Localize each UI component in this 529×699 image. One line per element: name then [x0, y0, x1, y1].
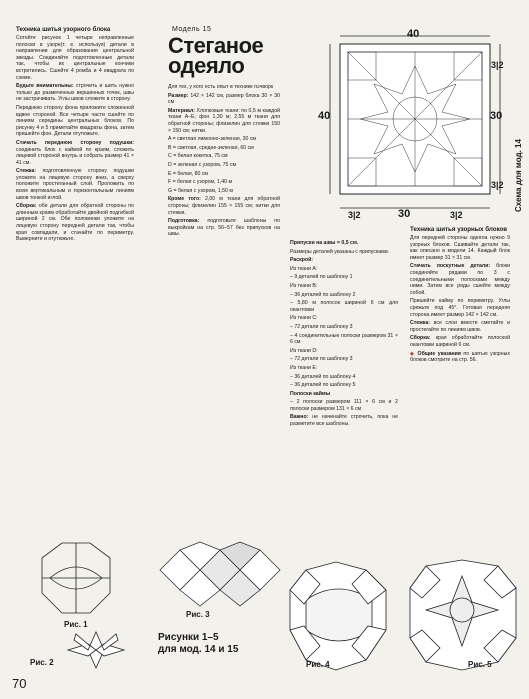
- text: строчить и шить нужно только до размеченных вершинных точек, швы не застрачивать. Углы швов сложите в сторону.: [16, 83, 134, 103]
- paragraph: [410, 320, 510, 333]
- allowance-note: Размеры деталей указаны с припусками.: [290, 248, 390, 255]
- label: Кроме того:: [168, 196, 201, 203]
- text: Хлопковые ткани: по 0,5 м каждой ткани А–Е; фон 1,30 м; 2,55 м ткани для обратной стороны; флизелин для стежки 150 × 150 см; нитки.: [168, 107, 280, 134]
- border-text: – 2 полоски размером 111 × 6 см и 2 полоски размером 131 × 6 см: [290, 399, 398, 412]
- paragraph: [410, 335, 510, 348]
- text: подготовьте шаблоны по выкройкам на стр. 56–57 без припусков на швы.: [168, 218, 280, 238]
- label: Стежка:: [16, 168, 36, 175]
- label: Размер:: [168, 92, 189, 99]
- paragraph: [16, 83, 134, 103]
- figure-2-caption: Рис. 2: [30, 658, 54, 667]
- cut-item: – 36 деталей по шаблону 5: [290, 382, 356, 389]
- fabric-item: E = белая, 80 см: [168, 170, 208, 177]
- label: Материал:: [168, 107, 195, 114]
- fabric-item: A = светлая лимонно-зеленая, 30 см: [168, 136, 256, 143]
- figure-1-diagram: [32, 538, 120, 618]
- fabric-item: B = светлая, средне-зеленая, 60 см: [168, 144, 254, 151]
- cut-item: – 36 деталей по шаблону 4: [290, 373, 356, 380]
- figure-3-caption: Рис. 3: [186, 610, 210, 619]
- cut-item: Из ткани Е:: [290, 364, 318, 371]
- note-marker: ◆: [410, 350, 416, 357]
- fabric-item: C = белая кокетка, 75 см: [168, 153, 228, 160]
- paragraph: Для передней стороны одеяла нужно 9 узорных блоков. Сшивайте детали так, как описано в модели 14. Каждый блок имеет размер 31 × 31 см.: [410, 235, 510, 261]
- label: Сборка:: [410, 335, 431, 342]
- important: [290, 414, 398, 427]
- text: 2,00 м ткани для обратной стороны; флизелин 155 × 155 см; нитки для стежки.: [168, 196, 280, 216]
- label: Общие указания: [417, 350, 461, 357]
- label: Стачать лоскутные детали:: [410, 263, 491, 270]
- cut-item: – 4 соединительные полоски размером 31 × 6 см: [290, 332, 398, 346]
- label: Стежка:: [410, 320, 430, 327]
- dim-bottom-mid: 30: [398, 208, 411, 220]
- text: блоки соединяйте рядами по 3 с соединительными полосками между ними. Затем все ряды сшейте между собой.: [410, 263, 510, 296]
- note: [410, 351, 510, 364]
- heading-technique-blocks: Техника шитья узорных блоков: [410, 226, 508, 233]
- cut-item: – 72 детали по шаблону 3: [290, 356, 353, 363]
- scheme-label: Схема для мод. 14: [514, 139, 523, 212]
- paragraph: [410, 263, 510, 296]
- text: по шитью узорных блоков смотрите на стр. 56.: [410, 350, 510, 364]
- border-heading: Полоски каймы: [290, 390, 331, 397]
- figures-caption-line-2: для мод. 14 и 15: [158, 644, 239, 655]
- label: Важно:: [290, 414, 309, 421]
- cut: [168, 196, 280, 216]
- dim-top: 40: [407, 28, 420, 40]
- cut-item: – 36 деталей по шаблону 2: [290, 291, 356, 298]
- column-1: [16, 26, 134, 245]
- dim-right-bottom: 3|2: [491, 60, 504, 70]
- cut-item: – 72 детали по шаблону 3: [290, 323, 353, 330]
- text: 142 × 142 см, размер блока 30 × 30 см: [168, 92, 280, 106]
- dim-bottom-left: 3|2: [348, 210, 361, 220]
- prep: [168, 218, 280, 238]
- page-number: 70: [12, 676, 27, 691]
- paragraph: Переднюю сторону фона приложите сложенной вдвое стороной. Все четыре части сшейте по линиям середины центральных блоков. По рисунку 4 и 5 приметайте квадраты фона, затем пришейте фон. Детали отутюжьте.: [16, 104, 134, 138]
- figure-5-caption: Рис. 5: [468, 660, 492, 669]
- cut-item: Из ткани А:: [290, 265, 318, 272]
- figure-5-diagram: [406, 558, 522, 674]
- materials: [168, 108, 280, 134]
- fabric-item: F = белая с узором, 1,40 м: [168, 179, 233, 186]
- column-2: [168, 84, 280, 240]
- fabric-item: G = белая с узором, 1,50 м: [168, 187, 233, 194]
- cut-item: Из ткани В:: [290, 282, 318, 289]
- cut-item: – 5,80 м полосок шириной 6 см для окантовки: [290, 300, 398, 313]
- text: все слои вместе сметайте и простегайте по линиям швов.: [410, 320, 510, 333]
- figure-4-caption: Рис. 4: [306, 660, 330, 669]
- cut-heading: Раскрой:: [290, 257, 314, 264]
- cut-item: – 9 деталей по шаблону 1: [290, 274, 353, 281]
- title-line-2: одеяло: [168, 53, 245, 78]
- text: не начинайте строчить, пока не разметите все шаблоны.: [290, 414, 398, 428]
- figure-2-diagram: [60, 628, 132, 672]
- text: соединить блок с каймой по краям, сложить лицевой стороной внутрь и собрать размер 41 × 41 см.: [16, 146, 134, 166]
- cut-item: Из ткани С:: [290, 315, 318, 322]
- column-3: [290, 240, 398, 430]
- column-4: [410, 226, 510, 366]
- paragraph: [16, 203, 134, 243]
- figure-4-diagram: [286, 560, 404, 680]
- dim-left: 40: [318, 110, 331, 122]
- dim-right-top: 3|2: [491, 180, 504, 190]
- figure-1-caption: Рис. 1: [64, 620, 88, 629]
- figures-caption-line-1: Рисунки 1–5: [158, 632, 219, 643]
- dim-right-mid: 30: [490, 110, 503, 122]
- label: Будьте внимательны:: [16, 83, 74, 90]
- label: Сборка:: [16, 203, 37, 210]
- cut-item: Из ткани D:: [290, 347, 318, 354]
- intro: Для тех, у кого есть опыт в технике пэчворк: [168, 84, 274, 90]
- size: [168, 93, 280, 106]
- text: подготовленную сторону подушки уложите на лицевую сторону вниз, а сверху положите простеганный слой. Проложить по всем вертикальным и горизонтальным линиям швов тонкой иглой.: [16, 168, 134, 201]
- paragraph: [16, 168, 134, 201]
- figure-3-diagram: [150, 540, 290, 612]
- dim-bottom-right: 3|2: [450, 210, 463, 220]
- title-line-1: Стеганое: [168, 33, 264, 58]
- allowance: Припуски на швы = 0,5 см.: [290, 240, 359, 246]
- label: Стачать переднюю сторону подушки:: [16, 139, 134, 146]
- paragraph: Сотейте рисунок 1 четыре неправленные полоски в узоре(т. е. используя) детали в направлении для образования центральной звезды. Соединяйте подготовленные детали так, чтобы их центральные кончики встретились. Сшейте 4 ромба и 4 квадрата по схеме.: [16, 35, 134, 81]
- paragraph: [16, 140, 134, 166]
- label: Подготовка:: [168, 218, 200, 225]
- quilt-scheme-diagram: [318, 28, 514, 234]
- text: края обработайте полоской окантовки шириной 6 см.: [410, 335, 510, 348]
- paragraph: Пришейте кайму по периметру. Углы срежьте под 45°. Готовая передняя сторона имеет размер 142 × 142 см.: [410, 298, 510, 318]
- heading-technique: Техника шитья узорного блока: [16, 26, 111, 33]
- model-number: Модель 15: [172, 26, 212, 33]
- fabric-item: D = зеленая с узором, 75 см: [168, 161, 237, 168]
- text: обе детали для обратной стороны по длинным краям обработайте двойной подгибкой шириной 2 см. Обе половинки уложите на лицевую сторону передней детали так, чтобы края совпадали, и стачайте по периметру. Выверните и отутюжьте.: [16, 203, 134, 243]
